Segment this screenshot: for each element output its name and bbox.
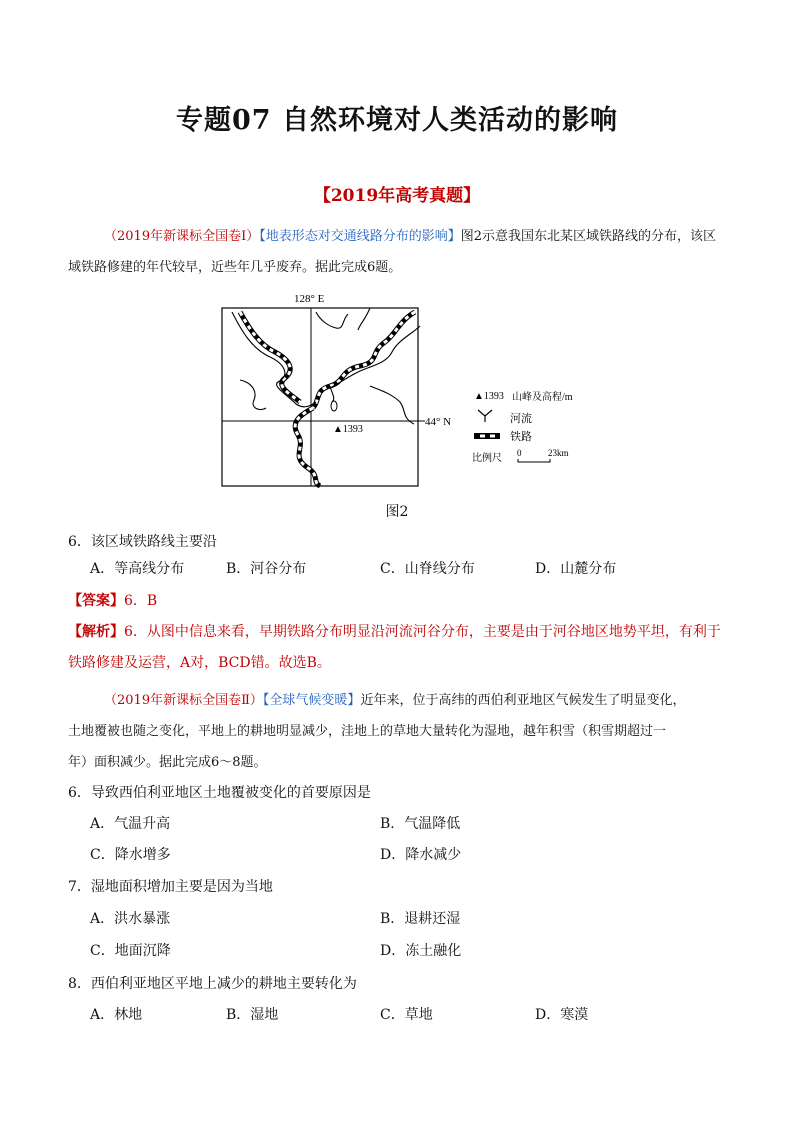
option-c: C．降水增多 bbox=[90, 847, 171, 863]
option-a: A．气温升高 bbox=[90, 816, 171, 832]
river-lines bbox=[232, 308, 420, 424]
option-c: C．草地 bbox=[380, 1007, 433, 1023]
answer-line bbox=[68, 590, 157, 610]
legend-peak-sample: ▲1393 bbox=[474, 391, 504, 402]
analysis-line-1 bbox=[68, 621, 721, 641]
option-d: D．寒漠 bbox=[535, 1007, 589, 1023]
option-c: C．地面沉降 bbox=[90, 943, 171, 959]
option-c: C．山脊线分布 bbox=[380, 561, 475, 577]
railway-map-figure bbox=[220, 290, 590, 490]
option-b: B．湿地 bbox=[226, 1007, 279, 1023]
legend-river-label: 河流 bbox=[510, 413, 532, 425]
latitude-label: 44° N bbox=[425, 416, 452, 428]
answer-label: 【答案】 bbox=[68, 593, 124, 609]
question-stem: 6．该区域铁路线主要沿 bbox=[68, 534, 217, 550]
question-7-stem: 7．湿地面积增加主要是因为当地 bbox=[68, 879, 273, 895]
legend-scale-label: 比例尺 bbox=[472, 453, 502, 464]
figure-caption: 图2 bbox=[385, 504, 409, 520]
intro-text: 图2示意我国东北某区域铁路线的分布，该区域铁路修建的年代较早，近些年几乎废弃。据此完成6题。 bbox=[68, 229, 717, 275]
peak-label: ▲1393 bbox=[333, 424, 363, 435]
question-8-stem: 8．西伯利亚地区平地上减少的耕地主要转化为 bbox=[68, 976, 357, 992]
map-legend bbox=[472, 390, 573, 464]
source-label-2: （2019年新课标全国卷Ⅱ） bbox=[104, 693, 263, 708]
topic-label-2: 【全球气候变暖】 bbox=[262, 693, 361, 708]
question-intro-1 bbox=[68, 221, 724, 283]
question-6b-stem: 6．导致西伯利亚地区土地覆被变化的首要原因是 bbox=[68, 785, 371, 801]
longitude-label: 128° E bbox=[294, 293, 325, 305]
option-b: B．退耕还湿 bbox=[380, 911, 461, 927]
option-a: A．林地 bbox=[90, 1007, 143, 1023]
scale-start-label: 0 bbox=[517, 448, 522, 458]
section-heading: 【2019年高考真题】 bbox=[313, 186, 481, 206]
legend-peak-label: 山峰及高程/m bbox=[512, 392, 573, 403]
analysis-label: 【解析】 bbox=[68, 624, 124, 640]
option-b: B．气温降低 bbox=[380, 816, 461, 832]
scale-end-label: 23km bbox=[548, 448, 569, 458]
topic-label: 【地表形态对交通线路分布的影响】 bbox=[259, 229, 461, 244]
option-a: A．等高线分布 bbox=[90, 561, 185, 577]
source-label: （2019年新课标全国卷Ⅰ） bbox=[104, 229, 260, 244]
option-b: B．河谷分布 bbox=[226, 561, 307, 577]
option-d: D．冻土融化 bbox=[380, 943, 462, 959]
intro-text-2a: 近年来，位于高纬的西伯利亚地区气候发生了明显变化， bbox=[360, 693, 686, 708]
question-6a bbox=[68, 527, 724, 558]
option-d: D．降水减少 bbox=[380, 847, 462, 863]
railway-icon bbox=[474, 433, 500, 439]
intro-text-2c: 年）面积减少。据此完成6～8题。 bbox=[68, 755, 267, 770]
intro-text-2b: 土地覆被也随之变化，平地上的耕地明显减少，洼地上的草地大量转化为湿地，越年积雪（积雪期超过一 bbox=[68, 724, 667, 739]
analysis-text-1: 6．从图中信息来看，早期铁路分布明显沿河流河谷分布，主要是由于河谷地区地势平坦，有利于 bbox=[124, 624, 721, 640]
page-title: 专题07 自然环境对人类活动的影响 bbox=[176, 105, 618, 136]
legend-railway-label: 铁路 bbox=[510, 431, 532, 443]
scale-bar-icon bbox=[518, 459, 550, 462]
question-intro-2 bbox=[68, 685, 724, 778]
option-d: D．山麓分布 bbox=[535, 561, 617, 577]
analysis-line-2: 铁路修建及运营，A对，BCD错。故选B。 bbox=[68, 655, 331, 671]
river-icon bbox=[478, 410, 492, 422]
small-lake bbox=[331, 401, 337, 411]
answer-value: 6．B bbox=[124, 593, 158, 609]
option-a: A．洪水暴涨 bbox=[90, 911, 171, 927]
railway-lines bbox=[240, 312, 415, 486]
